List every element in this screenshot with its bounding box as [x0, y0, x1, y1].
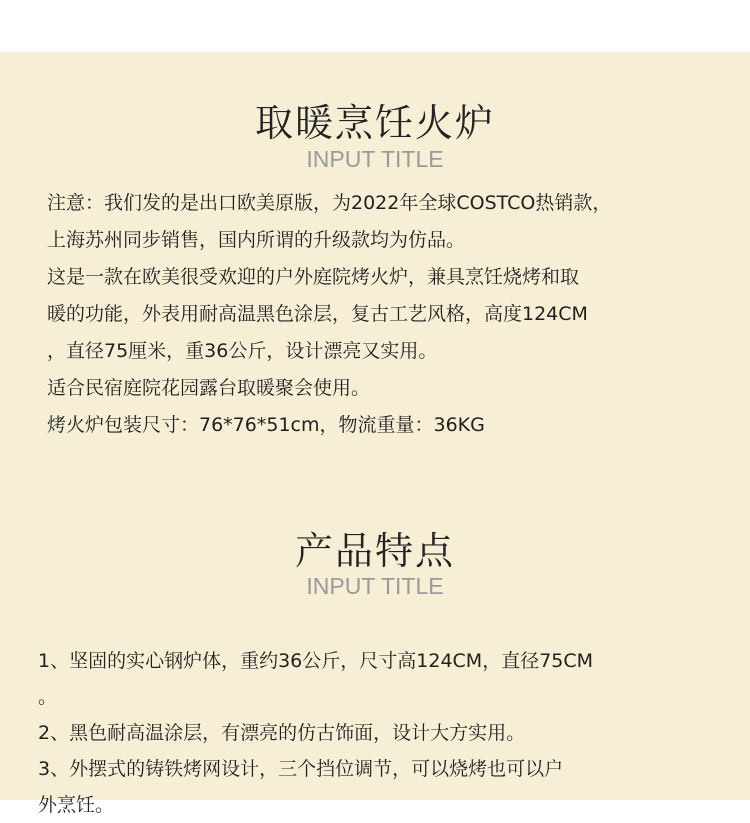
section-subtitle: INPUT TITLE — [306, 573, 444, 599]
description-line: 适合民宿庭院花园露台取暖聚会使用。 — [47, 377, 371, 399]
feature-list — [38, 643, 738, 823]
feature-item: 2、黑色耐高温涂层，有漂亮的仿古饰面，设计大方实用。 — [38, 722, 526, 744]
section-title-product-features: 产品特点 — [294, 529, 455, 573]
description-line: ，直径75厘米，重36公斤，设计漂亮又实用。 — [47, 340, 438, 362]
feature-item: 3、外摆式的铸铁烤网设计，三个挡位调节，可以烧烤也可以户 — [38, 758, 564, 780]
description-line: 烤火炉包装尺寸：76*76*51cm，物流重量：36KG — [47, 414, 485, 436]
description-line: 暖的功能，外表用耐高温黑色涂层，复古工艺风格，高度124CM — [47, 303, 588, 325]
description-line: 这是一款在欧美很受欢迎的户外庭院烤火炉，兼具烹饪烧烤和取 — [47, 266, 580, 288]
description-line: 注意：我们发的是出口欧美原版，为2022年全球COSTCO热销款， — [47, 192, 612, 214]
description-paragraph — [47, 185, 737, 444]
description-line: 上海苏州同步销售，国内所谓的升级款均为仿品。 — [47, 229, 466, 251]
feature-item: 。 — [38, 686, 58, 708]
section-subtitle: INPUT TITLE — [306, 146, 444, 172]
section-title-heating-stove: 取暖烹饪火炉 — [254, 101, 495, 145]
feature-item: 外烹饪。 — [38, 794, 115, 816]
feature-item: 1、坚固的实心钢炉体，重约36公斤，尺寸高124CM，直径75CM — [38, 650, 594, 672]
